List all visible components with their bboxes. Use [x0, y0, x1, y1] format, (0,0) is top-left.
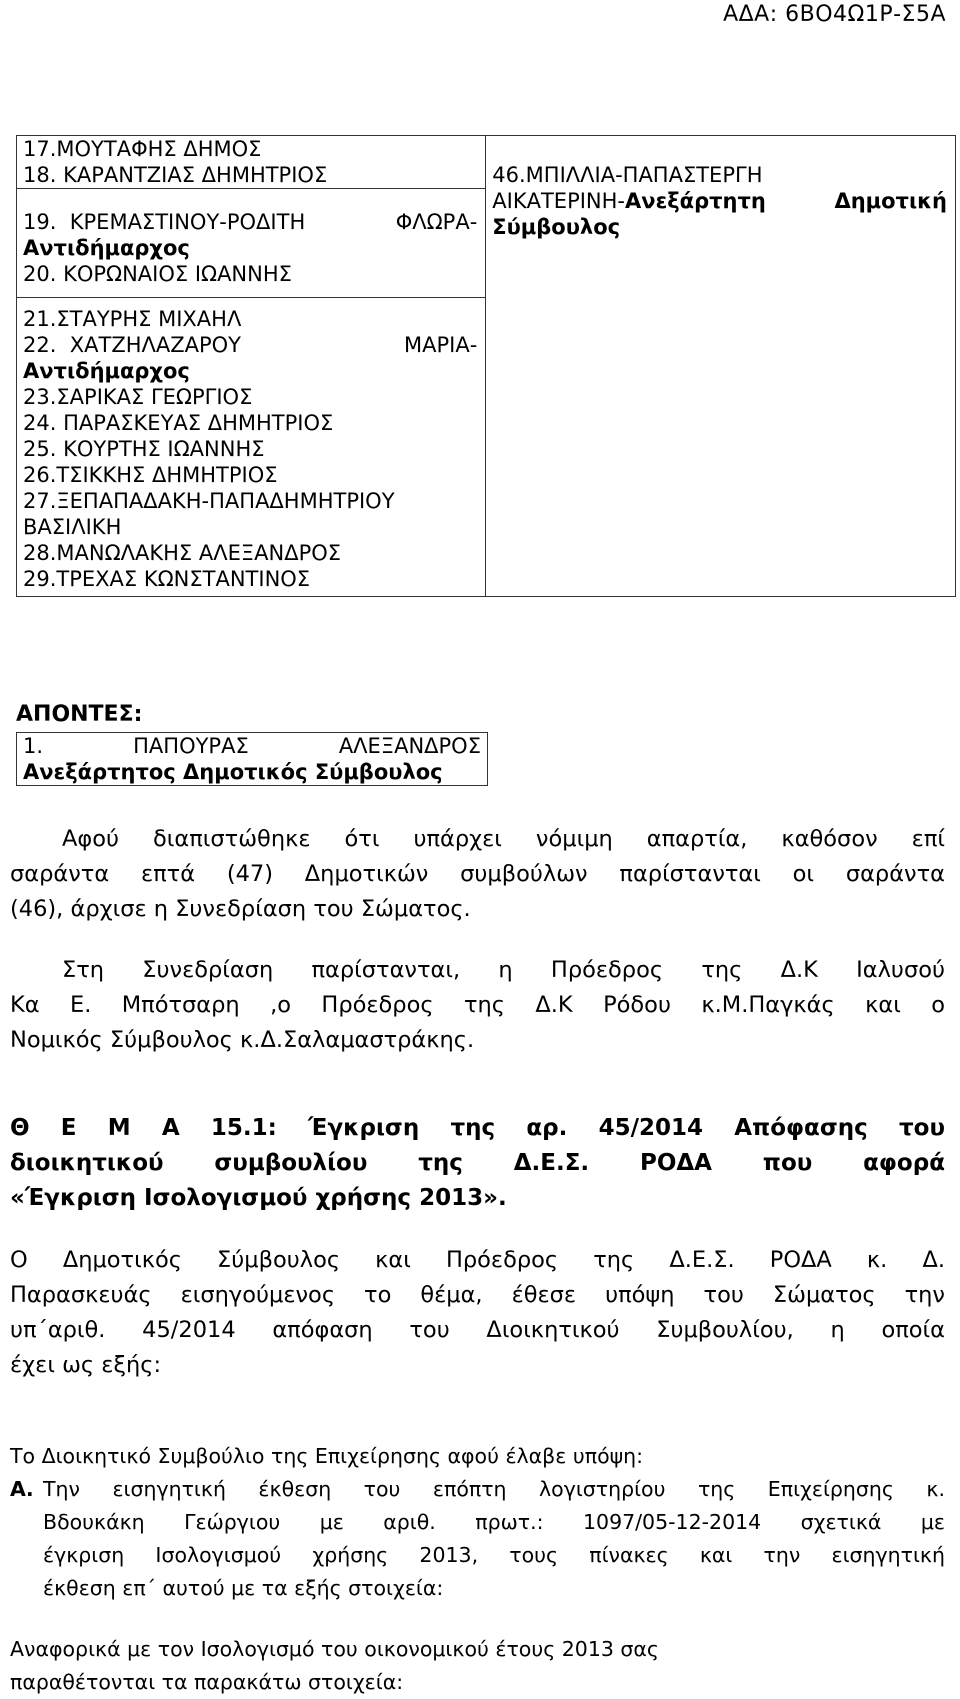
agenda-item-title — [10, 1111, 945, 1216]
member-role: Δημοτική — [834, 189, 947, 213]
member-name: ΑΙΚΑΤΕΡΙΝΗ- — [492, 189, 626, 213]
attendees-paragraph — [10, 953, 945, 1058]
closing-line: Αναφορικά με τον Ισολογισμό του οικονομικού έτους 2013 σας — [10, 1637, 659, 1661]
attendees-line: Κα Ε. Μπότσαρη ,ο Πρόεδρος της Δ.Κ Ρόδου κ.Μ.Παγκάς και ο — [10, 992, 945, 1018]
member-line: 22. ΧΑΤΖΗΛΑΖΑΡΟΥ ΜΑΡΙΑ- — [23, 333, 478, 357]
absent-member-role: Ανεξάρτητος Δημοτικός Σύμβουλος — [23, 760, 443, 784]
member-line: 20. ΚΟΡΩΝΑΙΟΣ ΙΩΑΝΝΗΣ — [23, 262, 292, 286]
absent-number: 1. — [23, 734, 44, 758]
board-item-line: έκθεση επ΄ αυτού με τα εξής στοιχεία: — [43, 1576, 444, 1600]
member-line: 29.ΤΡΕΧΑΣ ΚΩΝΣΤΑΝΤΙΝΟΣ — [23, 567, 311, 591]
board-item-text: Την εισηγητική έκθεση του επόπτη λογιστηρίου της Επιχείρησης κ. — [43, 1477, 945, 1501]
member-role: Σύμβουλος — [492, 215, 621, 239]
quorum-line: σαράντα επτά (47) Δημοτικών συμβούλων παρίστανται οι σαράντα — [10, 861, 945, 887]
agenda-title-line: «Έγκριση Ισολογισμού χρήσης 2013». — [10, 1185, 507, 1211]
board-item-line — [10, 1473, 945, 1506]
member-line: 19. ΚΡΕΜΑΣΤΙΝΟΥ-ΡΟΔΙΤΗ ΦΛΩΡΑ- — [23, 210, 478, 234]
member-line: 25. ΚΟΥΡΤΗΣ ΙΩΑΝΝΗΣ — [23, 437, 265, 461]
rapporteur-line: υπ΄αριθ. 45/2014 απόφαση του Διοικητικού Συμβουλίου, η οποία — [10, 1317, 945, 1343]
member-line: 26.ΤΣΙΚΚΗΣ ΔΗΜΗΤΡΙΟΣ — [23, 463, 278, 487]
board-item-line: έγκριση Ισολογισμού χρήσης 2013, τους πίνακες και την εισηγητική — [43, 1543, 945, 1567]
board-item-line: Βδουκάκη Γεώργιου με αριθ. πρωτ.: 1097/05-12-2014 σχετικά με — [43, 1510, 945, 1534]
member-line: 21.ΣΤΑΥΡΗΣ ΜΙΧΑΗΛ — [23, 307, 242, 331]
member-role: Ανεξάρτητη — [625, 189, 766, 213]
board-decision-block — [10, 1440, 945, 1605]
agenda-title-line: διοικητικού συμβουλίου της Δ.Ε.Σ. ΡΟΔΑ που αφορά — [10, 1150, 945, 1176]
present-members-table — [16, 135, 956, 597]
absent-member-line — [17, 733, 487, 759]
member-line: 17.ΜΟΥΤΑΦΗΣ ΔΗΜΟΣ — [23, 137, 262, 161]
member-line — [486, 188, 955, 214]
member-line: 23.ΣΑΡΙΚΑΣ ΓΕΩΡΓΙΟΣ — [23, 385, 253, 409]
member-role: Αντιδήμαρχος — [23, 359, 190, 383]
member-role: Αντιδήμαρχος — [23, 236, 190, 260]
attendees-line: Νομικός Σύμβουλος κ.Δ.Σαλαμαστράκης. — [10, 1027, 475, 1053]
present-members-left-cell — [17, 189, 486, 298]
member-line: 28.ΜΑΝΩΛΑΚΗΣ ΑΛΕΞΑΝΔΡΟΣ — [23, 541, 342, 565]
member-line: 27.ΞΕΠΑΠΑΔΑΚΗ-ΠΑΠΑΔΗΜΗΤΡΙΟΥ — [23, 489, 395, 513]
present-members-right-cell — [486, 136, 956, 597]
quorum-paragraph — [10, 822, 945, 927]
closing-line: παραθέτονται τα παρακάτω στοιχεία: — [10, 1670, 404, 1694]
rapporteur-line: έχει ως εξής: — [10, 1352, 162, 1378]
attendees-line: Στη Συνεδρίαση παρίστανται, η Πρόεδρος της Δ.Κ Ιαλυσού — [62, 957, 945, 983]
absent-surname: ΠΑΠΟΥΡΑΣ — [133, 734, 249, 758]
board-intro: Το Διοικητικό Συμβούλιο της Επιχείρησης αφού έλαβε υπόψη: — [10, 1444, 644, 1468]
member-line: 24. ΠΑΡΑΣΚΕΥΑΣ ΔΗΜΗΤΡΙΟΣ — [23, 411, 334, 435]
present-members-left-cell — [17, 136, 486, 189]
absent-heading: ΑΠΟΝΤΕΣ: — [16, 702, 143, 727]
rapporteur-line: Ο Δημοτικός Σύμβουλος και Πρόεδρος της Δ.Ε.Σ. ΡΟΔΑ κ. Δ. — [10, 1247, 945, 1273]
rapporteur-line: Παρασκευάς εισηγούμενος το θέμα, έθεσε υπόψη του Σώματος την — [10, 1282, 945, 1308]
closing-paragraph — [10, 1633, 945, 1699]
member-line: 46.ΜΠΙΛΛΙΑ-ΠΑΠΑΣΤΕΡΓΗ — [492, 163, 763, 187]
quorum-line: Αφού διαπιστώθηκε ότι υπάρχει νόμιμη απαρτία, καθόσον επί — [62, 826, 945, 852]
rapporteur-paragraph — [10, 1243, 945, 1383]
present-members-left-cell — [17, 298, 486, 597]
board-item-label: Α. — [10, 1477, 34, 1501]
quorum-line: (46), άρχισε η Συνεδρίαση του Σώματος. — [10, 896, 471, 922]
member-line: 18. ΚΑΡΑΝΤΖΙΑΣ ΔΗΜΗΤΡΙΟΣ — [23, 163, 328, 187]
absent-members-box — [16, 732, 488, 786]
ada-code: ΑΔΑ: 6ΒΟ4Ω1Ρ-Σ5Α — [723, 2, 946, 27]
absent-firstname: ΑΛΕΞΑΝΔΡΟΣ — [338, 734, 481, 758]
member-line: ΒΑΣΙΛΙΚΗ — [23, 515, 122, 539]
agenda-title-line: Θ Ε Μ Α 15.1: Έγκριση της αρ. 45/2014 Απόφασης του — [10, 1115, 945, 1141]
